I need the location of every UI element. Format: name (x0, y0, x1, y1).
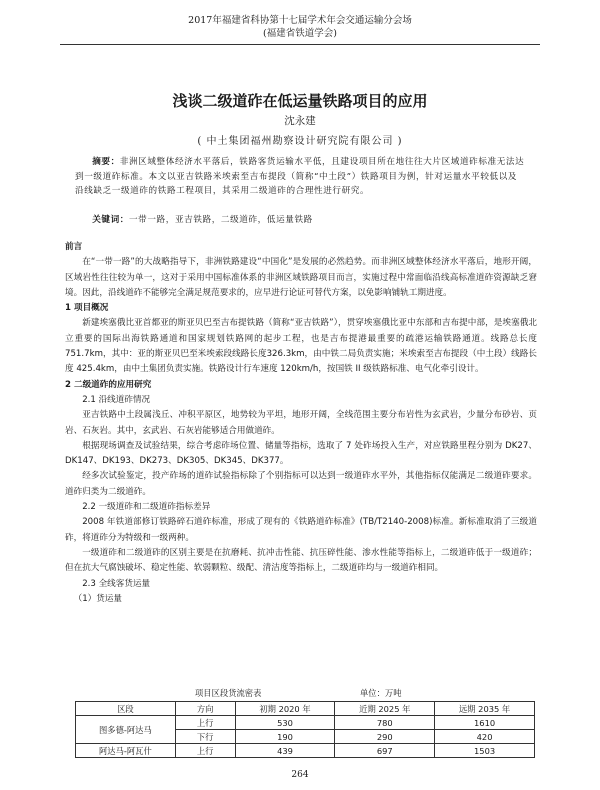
table-cell-value: 1503 (435, 744, 535, 758)
abstract-label: 摘要： (92, 157, 120, 167)
table-cell-direction: 下行 (175, 730, 235, 744)
table-cell-value: 190 (235, 730, 335, 744)
conference-header (0, 14, 600, 40)
table-cell-direction: 上行 (175, 716, 235, 730)
paper-body (65, 240, 537, 607)
section-2-3-1-heading: （1）货运量 (73, 593, 123, 604)
table-header-cell: 初期 2020 年 (235, 702, 335, 716)
table-cell-section: 阿达马-阿瓦什 (76, 744, 176, 758)
conference-subtitle: (福建省铁道学会) (263, 28, 337, 39)
section-1-paragraph: 新建埃塞俄比亚首都亚的斯亚贝巴至吉布提铁路（简称“亚吉铁路”），贯穿埃塞俄比亚中东部和吉布提中部，是埃塞俄北立重要的国际出海铁路通道和国家规划铁路网的起步工程，也是吉布提港最重要的疏港运输铁路通道。线路总长度 751.7km，其中：亚的斯亚贝巴至米埃索段线路长度326.3km，由中铁二局负责实施；米埃索至吉布提段（中土段）线路长度 425.4km，由中土集团负责实施。铁路设计行车速度 120km/h，按国铁 II 级铁路标准、电气化牵引设计。 (65, 318, 537, 375)
table-cell-value: 697 (335, 744, 435, 758)
page-number: 264 (291, 770, 309, 780)
abstract-text: 非洲区域整体经济水平落后，铁路客货运输水平低，且建设项目所在地往往大片区域道砟标准无法达到一级道砟标准。本文以亚吉铁路米埃索至吉布提段（简称“中土段”）铁路项目为例，针对运量水平较低以及沿线缺乏一级道砟的铁路工程项目，其采用二级道砟的合理性进行研究。 (75, 157, 525, 196)
freight-table-block (75, 687, 535, 758)
conference-title: 2017年福建省科协第十七届学术年会交通运输分会场 (188, 15, 412, 26)
section-2-2-heading: 2.2 一级道砟和二级道砟指标差异 (82, 502, 211, 513)
table-cell-value: 439 (235, 744, 335, 758)
header-divider (60, 44, 540, 45)
table-header-cell: 远期 2035 年 (435, 702, 535, 716)
keywords-text: 一带一路，亚吉铁路，二级道砟，低运量铁路 (128, 215, 313, 225)
section-2-1-paragraph-2: 根据现场调查及试验结果，综合考虑砟场位置、储量等指标，选取了 7 处砟场投入生产，对应铁路里程分别为 DK27、DK147、DK193、DK273、DK305、DK345、DK377。 (65, 440, 537, 467)
section-2-1-paragraph-3: 经多次试验鉴定，投产砟场的道砟试验指标除了个别指标可以达到一级道砟水平外，其他指标仅能满足二级道砟要求。道砟归类为二级道砟。 (65, 471, 537, 497)
table-caption-row (75, 687, 535, 701)
table-header-cell: 区段 (76, 702, 176, 716)
preface-paragraph: 在“一带一路”的大战略指导下，非洲铁路建设“中国化”是发展的必然趋势。而非洲区域整体经济水平落后，地形开阔，区域岩性往往较为单一，这对于采用中国标准体系的非洲区域铁路项目而言，实施过程中常面临沿线高标准道砟资源缺乏窘境。因此，沿线道砟不能够完全满足规范要求的，应早进行论证可替代方案，以免影响铺轨工期进度。 (65, 257, 537, 298)
table-row (76, 744, 535, 758)
table-cell-direction: 上行 (175, 744, 235, 758)
section-2-2-paragraph-1: 2008 年铁道部修订铁路碎石道砟标准，形成了现有的《铁路道砟标准》(TB/T2140-2008)标准。新标准取消了三级道砟，将道砟分为特级和一级两种。 (65, 517, 537, 543)
table-header-cell: 方向 (175, 702, 235, 716)
section-1-heading: 1 项目概况 (65, 303, 109, 314)
table-header-cell: 近期 2025 年 (335, 702, 435, 716)
table-unit: 单位：万吨 (360, 688, 402, 698)
table-caption: 项目区段货流密表 (195, 688, 262, 698)
table-cell-value: 1610 (435, 716, 535, 730)
keywords-label: 关键词： (92, 215, 129, 225)
table-row (76, 716, 535, 730)
table-cell-section: 图多德-阿达马 (76, 716, 176, 744)
author-name: 沈永建 (284, 115, 316, 127)
paper-title: 浅谈二级道砟在低运量铁路项目的应用 (172, 92, 428, 110)
author-affiliation: ( 中土集团福州勘察设计研究院有限公司 ) (197, 136, 403, 147)
section-2-1-heading: 2.1 沿线道砟情况 (82, 394, 151, 405)
preface-heading: 前言 (65, 242, 83, 252)
table-cell-value: 290 (335, 730, 435, 744)
section-2-1-paragraph-1: 亚吉铁路中土段属浅丘、冲积平原区，地势较为平坦，地形开阔，全线范围主要分布岩性为玄武岩，少量分布砂岩、页岩、石灰岩。其中，玄武岩、石灰岩能够适合用做道砟。 (65, 410, 537, 436)
section-2-heading: 2 二级道砟的应用研究 (65, 379, 152, 390)
table-cell-value: 530 (235, 716, 335, 730)
section-2-3-heading: 2.3 全线客货运量 (82, 578, 151, 589)
table-cell-value: 780 (335, 716, 435, 730)
table-header-row (76, 702, 535, 716)
section-2-2-paragraph-2: 一级道砟和二级道砟的区别主要是在抗磨耗、抗冲击性能、抗压碎性能、渗水性能等指标上，二级道砟低于一级道砟；但在抗大气腐蚀破坏、稳定性能、软弱颗粒、级配、清洁度等指标上，二级道砟均与一级道砟相同。 (65, 547, 537, 574)
freight-table (75, 701, 535, 758)
keywords (75, 213, 525, 227)
table-cell-value: 420 (435, 730, 535, 744)
abstract (75, 155, 525, 199)
